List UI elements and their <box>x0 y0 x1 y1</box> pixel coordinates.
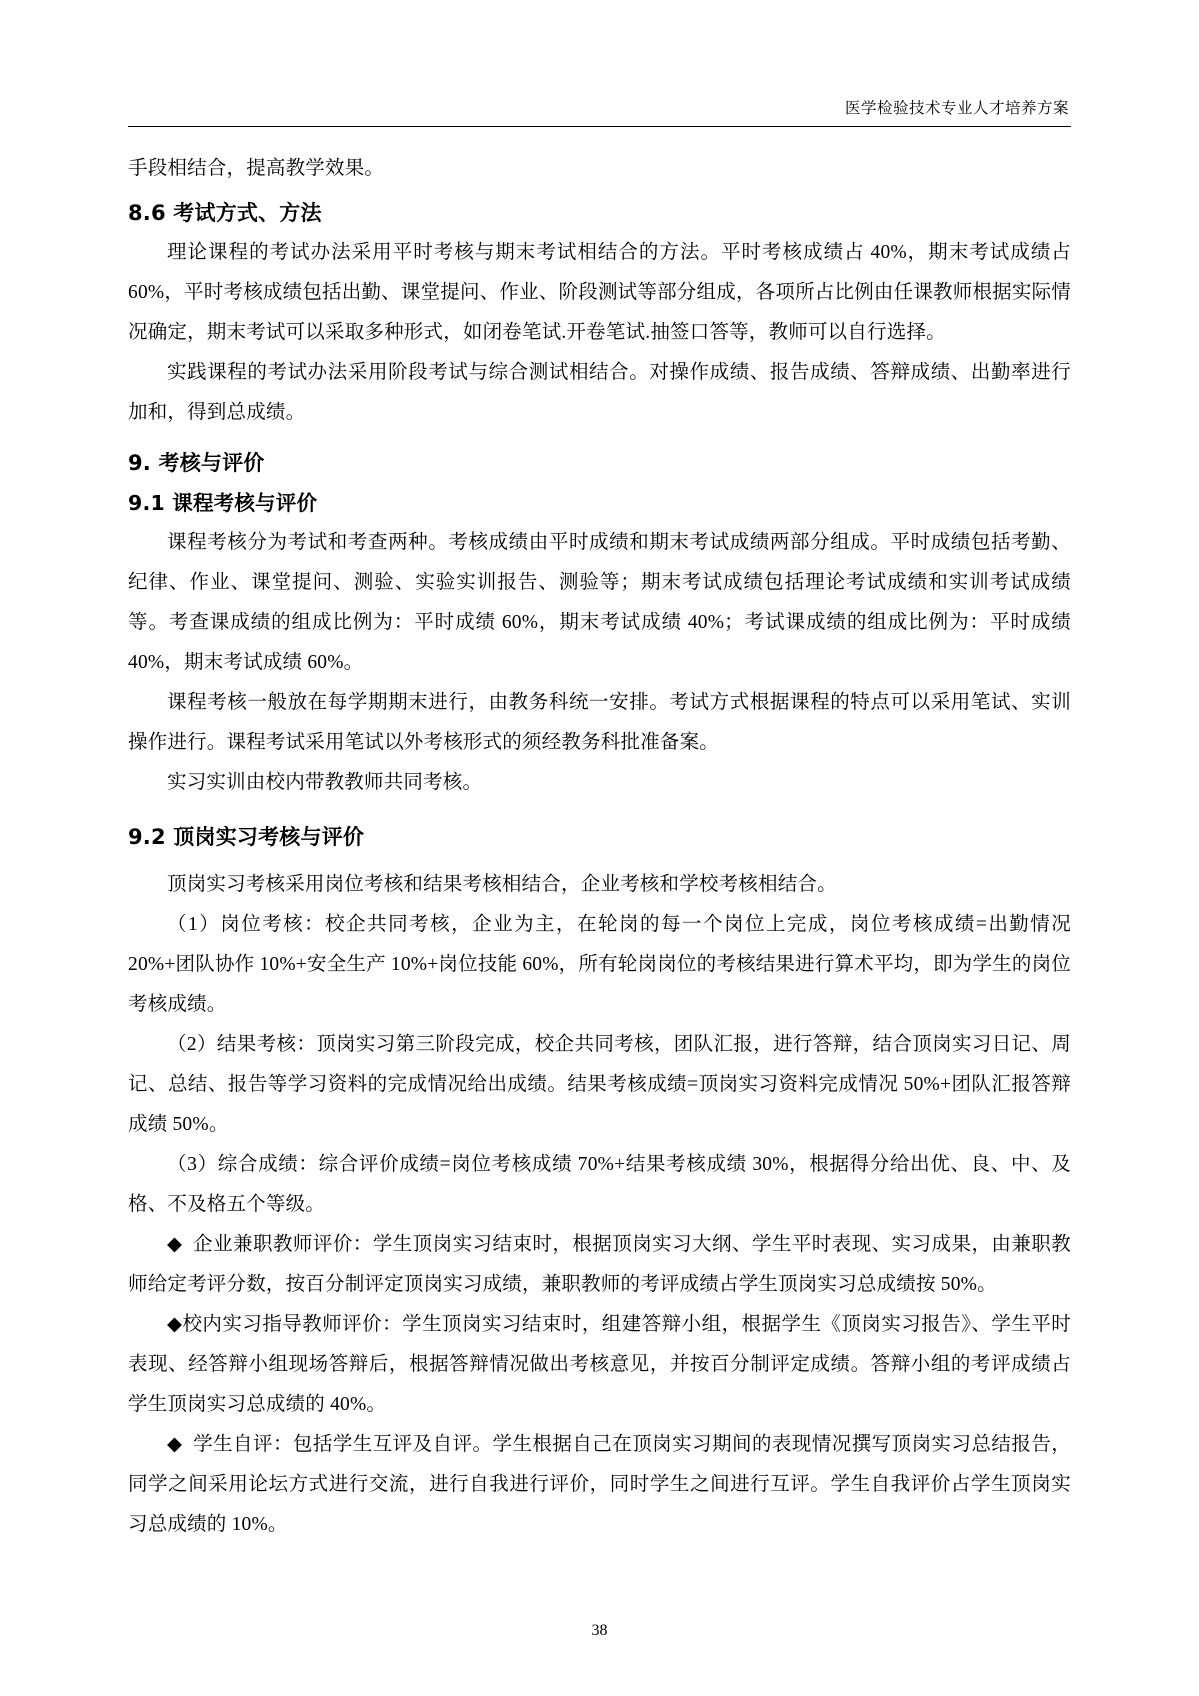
heading-9-2: 9.2 顶岗实习考核与评价 <box>128 825 365 849</box>
spacer <box>128 433 1071 439</box>
heading-9-1: 9.1 课程考核与评价 <box>128 491 318 515</box>
paragraph-9-1-1: 课程考核分为考试和考查两种。考核成绩由平时成绩和期末考试成绩两部分组成。平时成绩包括考勤、纪律、作业、课堂提问、测验、实验实训报告、测验等；期末考试成绩包括理论考试成绩和实训考试成绩等。考查课成绩的组成比例为：平时成绩 60%，期末考试成绩 40%；考试课成绩的组成比例为：平时成绩 40%，期末考试成绩 60%。 <box>128 532 1071 673</box>
page-header <box>128 96 1071 126</box>
paragraph-9-2-2: （1）岗位考核：校企共同考核，企业为主，在轮岗的每一个岗位上完成，岗位考核成绩=出勤情况 20%+团队协作 10%+安全生产 10%+岗位技能 60%，所有轮岗岗位的考核结果进行算术平均，即为学生的岗位考核成绩。 <box>128 914 1071 1015</box>
paragraph-9-2-1: 顶岗实习考核采用岗位考核和结果考核相结合，企业考核和学校考核相结合。 <box>167 874 837 895</box>
page-number: 38 <box>591 1622 608 1639</box>
diamond-bullet-icon: ◆ <box>167 1234 183 1255</box>
paragraph-9-2-4: （3）综合成绩：综合评价成绩=岗位考核成绩 70%+结果考核成绩 30%，根据得分给出优、良、中、及格、不及格五个等级。 <box>128 1154 1071 1215</box>
diamond-bullet-icon: ◆ <box>167 1434 183 1455</box>
paragraph-9-1-2: 课程考核一般放在每学期期末进行，由教务科统一安排。考试方式根据课程的特点可以采用笔试、实训操作进行。课程考试采用笔试以外考核形式的须经教务科批准备案。 <box>128 692 1071 753</box>
bullet-item-2-text: 校内实习指导教师评价：学生顶岗实习结束时，组建答辩小组，根据学生《顶岗实习报告》、学生平时表现、经答辩小组现场答辩后，根据答辩情况做出考核意见，并按百分制评定成绩。答辩小组的考评成绩占学生顶岗实习总成绩的 40%。 <box>128 1314 1071 1415</box>
paragraph-9-1-3: 实习实训由校内带教教师共同考核。 <box>167 772 483 793</box>
bullet-item-2 <box>128 1305 1071 1425</box>
bullet-item-3-text: 学生自评：包括学生互评及自评。学生根据自己在顶岗实习期间的表现情况撰写顶岗实习总结报告，同学之间采用论坛方式进行交流，进行自我进行评价，同时学生之间进行互评。学生自我评价占学生顶岗实习总成绩的 10%。 <box>128 1434 1071 1535</box>
paragraph-8-6-1: 理论课程的考试办法采用平时考核与期末考试相结合的方法。平时考核成绩占 40%，期末考试成绩占 60%，平时考核成绩包括出勤、课堂提问、作业、阶段测试等部分组成，各项所占比例由任课教师根据实际情况确定，期末考试可以采取多种形式，如闭卷笔试.开卷笔试.抽签口答等，教师可以自行选择。 <box>128 242 1071 343</box>
bullet-item-1-text: 企业兼职教师评价：学生顶岗实习结束时，根据顶岗实习大纲、学生平时表现、实习成果，由兼职教师给定考评分数，按百分制评定顶岗实习成绩，兼职教师的考评成绩占学生顶岗实习总成绩按 50%。 <box>128 1234 1071 1295</box>
paragraph-9-2-3: （2）结果考核：顶岗实习第三阶段完成，校企共同考核，团队汇报，进行答辩，结合顶岗实习日记、周记、总结、报告等学习资料的完成情况给出成绩。结果考核成绩=顶岗实习资料完成情况 50%+团队汇报答辩成绩 50%。 <box>128 1034 1071 1135</box>
heading-8-6: 8.6 考试方式、方法 <box>128 201 322 225</box>
bullet-item-1 <box>128 1225 1071 1305</box>
diamond-bullet-icon: ◆ <box>167 1314 183 1335</box>
document-body <box>128 149 1071 1545</box>
heading-9: 9. 考核与评价 <box>128 451 265 475</box>
paragraph-8-6-2: 实践课程的考试办法采用阶段考试与综合测试相结合。对操作成绩、报告成绩、答辩成绩、出勤率进行加和，得到总成绩。 <box>128 362 1071 423</box>
header-divider <box>128 126 1071 127</box>
lead-fragment: 手段相结合，提高教学效果。 <box>128 158 385 179</box>
running-title: 医学检验技术专业人才培养方案 <box>844 99 1069 117</box>
bullet-item-3 <box>128 1425 1071 1545</box>
